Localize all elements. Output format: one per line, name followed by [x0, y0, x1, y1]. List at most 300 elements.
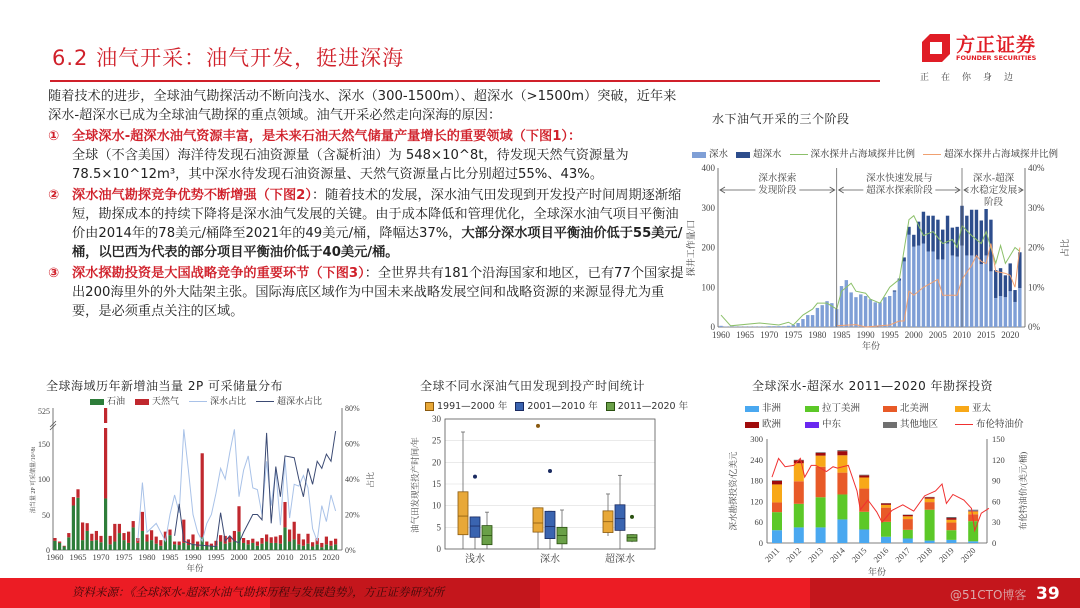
- bar-segment: [968, 511, 978, 514]
- y-tick-label: 80%: [345, 404, 360, 413]
- x-tick-label: 1995: [880, 330, 899, 340]
- bar-deep: [719, 326, 722, 327]
- bar-segment: [946, 523, 956, 531]
- x-tick-label: 1985: [832, 330, 851, 340]
- bar-oil: [224, 544, 227, 550]
- legend-item: 1991—2000 年: [425, 398, 507, 412]
- bar-oil: [90, 541, 93, 550]
- bar-oil: [168, 535, 171, 550]
- x-axis-label: 年份: [867, 567, 887, 577]
- bar-deep: [869, 299, 872, 327]
- y-tick-label: 150: [38, 440, 50, 449]
- x-tick-label: 2010: [953, 330, 971, 340]
- watermark: @51CTO博客: [950, 588, 1027, 602]
- y-tick-label: 120: [750, 496, 763, 507]
- bar-segment: [881, 522, 891, 537]
- box: [533, 508, 543, 532]
- bar-oil: [283, 527, 286, 550]
- bar-segment: [946, 517, 956, 518]
- bar-segment: [903, 530, 913, 539]
- bar-oil: [76, 498, 79, 550]
- bar-deep: [777, 326, 780, 327]
- y-tick-label: 525: [38, 407, 50, 416]
- legend-item: 超深水探井占海域探井比例: [923, 146, 1058, 160]
- bar-segment: [772, 512, 782, 530]
- y-tick-label: 300: [701, 202, 715, 213]
- bar-oil: [63, 546, 66, 550]
- bar-oil: [279, 544, 282, 550]
- body-text: [48, 87, 684, 321]
- legend-item: 2001—2010 年: [515, 398, 597, 412]
- legend-item: 亚太: [955, 400, 1027, 414]
- y-tick-label: 0: [436, 544, 441, 554]
- bar-gas: [242, 538, 245, 543]
- y-tick-label: 100: [38, 475, 50, 484]
- legend-item: 非洲: [745, 400, 795, 414]
- bar-deep: [984, 255, 987, 327]
- x-tick-label: 2000: [904, 330, 923, 340]
- bar-deep: [980, 264, 983, 327]
- legend-item: 中东: [805, 416, 873, 430]
- page-title: 6.2 油气开采：油气开发，挺进深海: [52, 46, 405, 70]
- bar-segment: [946, 520, 956, 523]
- bar-oil: [159, 546, 162, 550]
- bar-deep: [902, 261, 905, 327]
- bar-oil: [196, 546, 199, 550]
- x-tick-label: 2015: [299, 552, 317, 562]
- bar-segment: [837, 451, 847, 455]
- bar-oil: [205, 546, 208, 550]
- logo-slogan: 正在你身边: [920, 73, 1026, 83]
- bar-deep: [854, 297, 857, 327]
- bar-segment: [794, 504, 804, 528]
- x-tick-label: 2005: [253, 552, 271, 562]
- x-tick-label: 2020: [958, 545, 978, 565]
- axis-label: 探井工作量/口: [686, 219, 696, 277]
- bar-oil: [242, 543, 245, 550]
- bar-gas: [53, 538, 56, 541]
- point-number: ③: [48, 266, 60, 281]
- bar-segment: [816, 527, 826, 543]
- axis-label: 布伦特油价/(美元/桶): [1018, 451, 1028, 531]
- point-1: [48, 127, 684, 146]
- point-heading: 深水油气勘探竞争优势不断增强（下图2）: [72, 188, 312, 203]
- bar-oil: [302, 546, 305, 550]
- bar-segment: [946, 530, 956, 540]
- bar-deep: [801, 319, 804, 327]
- bar-oil: [86, 531, 89, 550]
- line-deep-share: [138, 429, 336, 541]
- box: [545, 511, 555, 538]
- axis-label: 油当量 2P 可采储量/10^8t: [31, 446, 37, 514]
- point-2: [48, 186, 684, 262]
- logo-mark-icon: [920, 32, 952, 64]
- bar-oil: [187, 545, 190, 550]
- y-tick-label: 10%: [1028, 282, 1045, 293]
- x-tick-label: 1985: [161, 552, 179, 562]
- title-divider: [50, 80, 880, 82]
- bar-deep: [931, 251, 934, 327]
- y-tick-label: 0: [710, 322, 715, 332]
- legend-item: 北美洲: [883, 400, 945, 414]
- axis-label: 深水勘探投资/亿美元: [728, 451, 738, 531]
- bar-gas: [113, 524, 116, 542]
- bar-gas: [86, 523, 89, 531]
- y-tick-label: 0%: [345, 546, 356, 555]
- bar-gas: [283, 502, 286, 527]
- bar-oil: [316, 544, 319, 550]
- bar-segment: [859, 475, 869, 476]
- bar-oil: [256, 546, 259, 550]
- phase-label: 阶段: [983, 198, 1004, 208]
- bar-gas: [122, 533, 125, 540]
- bar-gas: [67, 533, 70, 537]
- bar-oil: [145, 542, 148, 550]
- bar-oil: [118, 533, 121, 550]
- bar-deep: [816, 308, 819, 327]
- y-tick-label: 200: [701, 242, 715, 253]
- x-tick-label: 2014: [827, 545, 847, 565]
- x-tick-label: 2019: [936, 545, 956, 565]
- bar-oil: [274, 543, 277, 550]
- bar-gas: [191, 534, 194, 543]
- bar-oil: [95, 540, 98, 550]
- bar-segment: [925, 502, 935, 510]
- bar-deep: [782, 326, 785, 327]
- bar-gas: [237, 506, 240, 531]
- bar-oil: [109, 544, 112, 550]
- x-tick-label: 1960: [712, 330, 730, 340]
- bar-segment: [794, 527, 804, 543]
- bar-gas: [118, 524, 121, 533]
- bar-segment: [837, 519, 847, 543]
- bar-deep: [878, 302, 881, 327]
- bar-gas: [109, 536, 112, 544]
- y-tick-label: 90: [992, 475, 1001, 486]
- bar-deep: [825, 301, 828, 327]
- bar-segment: [837, 450, 847, 451]
- y-tick-label: 20: [432, 457, 441, 468]
- box: [482, 526, 492, 545]
- point-number: ①: [48, 129, 60, 144]
- bar-ultra: [946, 216, 949, 244]
- bar-deep: [888, 296, 891, 327]
- point-3: [48, 264, 684, 321]
- bar-gas: [178, 542, 181, 546]
- bar-oil: [104, 498, 107, 550]
- intro-paragraph: 随着技术的进步，全球油气勘探活动不断向浅水、深水（300-1500m）、超深水（>1500m）突破，近年来深水-超深水已成为全球油气勘探的重点领域。油气开采必然走向深海的原因：: [48, 89, 677, 123]
- bar-gas: [81, 522, 84, 540]
- x-tick-label: 2015: [849, 545, 869, 565]
- outlier-point: [473, 475, 477, 479]
- bar-oil: [122, 540, 125, 550]
- bar-segment: [816, 497, 826, 527]
- bar-oil: [150, 540, 153, 550]
- chart-title: 全球深水-超深水 2011—2020 年勘探投资: [752, 379, 994, 393]
- y-tick-label: 40%: [1028, 163, 1045, 173]
- y-tick-label: 50: [42, 511, 50, 520]
- bar-segment: [859, 529, 869, 543]
- x-tick-label: 1960: [46, 552, 64, 562]
- bar-gas: [58, 542, 61, 543]
- x-tick-label: 2020: [322, 552, 340, 562]
- box: [458, 492, 468, 535]
- company-logo: [920, 30, 1070, 85]
- chart-title: 全球海域历年新增油当量 2P 可采储量分布: [46, 379, 284, 393]
- bar-oil: [297, 544, 300, 550]
- bar-deep: [859, 294, 862, 327]
- x-tick-label: 1980: [138, 552, 156, 562]
- legend-item: 石油: [90, 394, 125, 407]
- y-tick-label: 40%: [345, 475, 360, 484]
- x-tick-label: 1990: [184, 552, 202, 562]
- bar-gas: [155, 537, 158, 544]
- x-tick-label: 2018: [914, 545, 935, 565]
- bar-deep: [1013, 302, 1016, 327]
- bar-gas: [279, 535, 282, 543]
- x-tick-label: 1970: [760, 330, 779, 340]
- bar-gas: [90, 534, 93, 541]
- bar-gas: [95, 531, 98, 540]
- bar-gas: [256, 542, 259, 546]
- bar-deep: [927, 251, 930, 327]
- bar-segment: [837, 494, 847, 519]
- bar-oil: [293, 539, 296, 550]
- bar-segment: [816, 452, 826, 453]
- bar-gas: [293, 522, 296, 540]
- bar-segment: [816, 456, 826, 467]
- x-tick-label: 1970: [92, 552, 110, 562]
- bar-ultra: [922, 212, 925, 244]
- bar-segment: [903, 538, 913, 543]
- bar-deep: [989, 271, 992, 327]
- bar-gas: [205, 542, 208, 546]
- bar-deep: [917, 246, 920, 327]
- x-tick-label: 1995: [207, 552, 225, 562]
- bar-gas: [104, 408, 107, 498]
- bar-segment: [903, 516, 913, 519]
- bar-gas: [99, 536, 102, 542]
- bar-segment: [903, 519, 913, 530]
- bar-segment: [968, 510, 978, 511]
- bar-segment: [816, 453, 826, 456]
- x-axis-label: 年份: [186, 563, 204, 573]
- phase-label: 水稳定发展: [969, 186, 1018, 196]
- x-tick-label: 2020: [1001, 330, 1020, 340]
- bar-gas: [141, 512, 144, 531]
- legend-item: 深水探井占海域探井比例: [790, 146, 916, 160]
- bar-segment: [772, 502, 782, 512]
- x-tick-label: 2013: [805, 545, 826, 565]
- bar-gas: [260, 538, 263, 544]
- bar-gas: [274, 537, 277, 543]
- point-number: ②: [48, 188, 60, 203]
- leadtime-chart: [390, 375, 680, 575]
- y-tick-label: 60: [992, 496, 1001, 507]
- legend-item: 2011—2020 年: [606, 398, 688, 412]
- logo-name: 方正证券: [956, 34, 1037, 56]
- x-axis-label: 年份: [861, 341, 881, 351]
- bar-oil: [113, 542, 116, 550]
- phase-label: 发现阶段: [758, 186, 797, 196]
- y-tick-label: 180: [750, 475, 763, 486]
- point-text: ：随着技术的发展，深水油气田发现到开发投产时间周期逐渐缩短，勘探成本的持续下降将是深水油气发展的关键。由于成本降低和管理优化，全球深水油气项目平衡油价由2014年的78美元/桶降至2021年的49美元/桶，降幅达37%，: [72, 188, 682, 241]
- y-tick-label: 20%: [345, 510, 360, 520]
- bar-segment: [925, 541, 935, 543]
- bar-gas: [173, 542, 176, 545]
- bar-ultra: [1013, 290, 1016, 302]
- axis-label: 占比: [366, 472, 375, 488]
- bar-gas: [306, 534, 309, 544]
- legend-item: 拉丁美洲: [805, 400, 873, 414]
- bar-segment: [816, 467, 826, 498]
- bar-ultra: [941, 230, 944, 260]
- category-label: 深水: [540, 554, 560, 565]
- bar-oil: [132, 527, 135, 550]
- bar-deep: [874, 302, 877, 327]
- bar-oil: [251, 543, 254, 550]
- bar-oil: [136, 543, 139, 550]
- bar-deep: [1004, 297, 1007, 327]
- bar-deep: [768, 326, 771, 327]
- bar-oil: [270, 543, 273, 550]
- x-tick-label: 2012: [784, 545, 804, 565]
- bar-oil: [288, 542, 291, 550]
- bar-segment: [881, 508, 891, 522]
- source-note: 资料来源：《全球深水-超深水油气勘探历程与发展趋势》，方正证券研究所: [72, 585, 445, 599]
- bar-ultra: [965, 216, 968, 256]
- bar-oil: [178, 545, 181, 550]
- bar-oil: [58, 543, 61, 550]
- x-tick-label: 1990: [856, 330, 875, 340]
- x-tick-label: 1965: [736, 330, 755, 340]
- bar-deep: [898, 280, 901, 327]
- bar-oil: [329, 546, 332, 550]
- box: [615, 505, 625, 531]
- x-tick-label: 2011: [762, 545, 782, 565]
- bar-segment: [837, 455, 847, 472]
- axis-label: 油气田发现至投产时间/年: [410, 437, 420, 533]
- bar-gas: [320, 543, 323, 547]
- bar-deep: [999, 296, 1002, 327]
- bar-gas: [288, 530, 291, 542]
- bar-deep: [893, 292, 896, 327]
- bar-segment: [881, 537, 891, 543]
- bar-ultra: [1004, 275, 1007, 297]
- bar-gas: [196, 542, 199, 547]
- bar-deep: [946, 244, 949, 327]
- bar-gas: [145, 534, 148, 541]
- bar-segment: [968, 541, 978, 543]
- bar-deep: [965, 255, 968, 327]
- bar-oil: [219, 542, 222, 550]
- bar-segment: [859, 512, 869, 530]
- point-heading: 全球深水-超深水油气资源丰富，是未来石油天然气储量产量增长的重要领域（下图1）：: [72, 129, 582, 144]
- y-tick-label: 5: [436, 522, 441, 533]
- bar-break-icon: [103, 423, 109, 428]
- point-text: ：全世界共有181个沿海国家和地区，已有77个国家提出200海里外的外大陆架主张。国际海底区域作为中国未来战略发展空间和战略资源的来源显得尤为重要，是必须重点关注的区域。: [72, 266, 684, 319]
- bar-gas: [159, 540, 162, 546]
- bar-segment: [794, 460, 804, 463]
- bar-gas: [297, 534, 300, 545]
- bar-deep: [994, 298, 997, 327]
- bar-deep: [883, 297, 886, 327]
- category-label: 超深水: [605, 554, 635, 565]
- chart-title: 水下油气开采的三个阶段: [712, 112, 850, 126]
- bar-gas: [247, 540, 250, 544]
- bar-segment: [859, 477, 869, 488]
- outlier-point: [630, 515, 634, 519]
- bar-oil: [320, 547, 323, 550]
- legend-item: 深水: [692, 146, 728, 160]
- y-tick-label: 30%: [1028, 202, 1045, 213]
- bar-oil: [306, 544, 309, 550]
- bar-gas: [251, 539, 254, 543]
- y-tick-label: 30: [432, 414, 441, 424]
- bar-deep: [864, 296, 867, 327]
- y-tick-label: 0: [46, 546, 50, 555]
- outlier-point: [548, 469, 552, 473]
- reserves-chart: [30, 375, 385, 575]
- bar-segment: [772, 481, 782, 484]
- bar-segment: [772, 484, 782, 502]
- bar-deep: [936, 259, 939, 327]
- phase-label: 深水探索: [758, 174, 797, 184]
- y-tick-label: 150: [992, 434, 1005, 444]
- bar-ultra: [970, 210, 973, 256]
- bar-deep: [796, 323, 799, 327]
- logo-english: FOUNDER SECURITIES: [956, 54, 1037, 62]
- x-tick-label: 2016: [871, 545, 891, 565]
- bar-deep: [787, 326, 790, 327]
- bar-deep: [772, 326, 775, 327]
- bar-ultra: [994, 270, 997, 298]
- bar-oil: [247, 544, 250, 550]
- y-tick-label: 100: [701, 282, 715, 293]
- bar-segment: [946, 540, 956, 543]
- bar-gas: [201, 453, 204, 537]
- bar-ultra: [893, 290, 896, 291]
- point-emphasis: 大部分深水项目平衡油价低于55美元/桶，以巴西为代表的部分项目平衡油价低于40美元/桶。: [72, 226, 683, 260]
- y-tick-label: 60: [754, 517, 763, 528]
- bar-deep: [922, 244, 925, 327]
- bar-oil: [99, 542, 102, 550]
- bar-gas: [311, 542, 314, 546]
- y-tick-label: 25: [432, 435, 441, 446]
- point-text: 全球（不含美国）海洋待发现石油资源量（含凝析油）为 548×10^8t，待发现天然气资源量为 78.5×10^12m³，其中深水待发现石油资源量、天然气资源量占比分别超过55%、43%。: [72, 148, 629, 182]
- bar-gas: [168, 530, 171, 536]
- bar-gas: [76, 489, 79, 497]
- y-tick-label: 60%: [345, 439, 360, 449]
- y-tick-label: 0: [758, 538, 763, 548]
- y-tick-label: 0: [992, 538, 997, 548]
- bar-deep: [975, 257, 978, 327]
- bar-ultra: [912, 235, 915, 247]
- bar-segment: [925, 499, 935, 502]
- y-tick-label: 15: [432, 479, 441, 489]
- legend-item: 深水占比: [189, 394, 246, 407]
- y-tick-label: 0%: [1028, 322, 1040, 332]
- bar-deep: [1009, 291, 1012, 327]
- bar-gas: [72, 497, 75, 505]
- bar-deep: [821, 305, 824, 327]
- bar-gas: [127, 532, 130, 543]
- bar-segment: [772, 530, 782, 543]
- category-label: 浅水: [465, 554, 485, 565]
- y-tick-label: 400: [701, 163, 715, 173]
- phase-label: 深水快速发展与: [866, 174, 933, 184]
- bar-oil: [53, 541, 56, 550]
